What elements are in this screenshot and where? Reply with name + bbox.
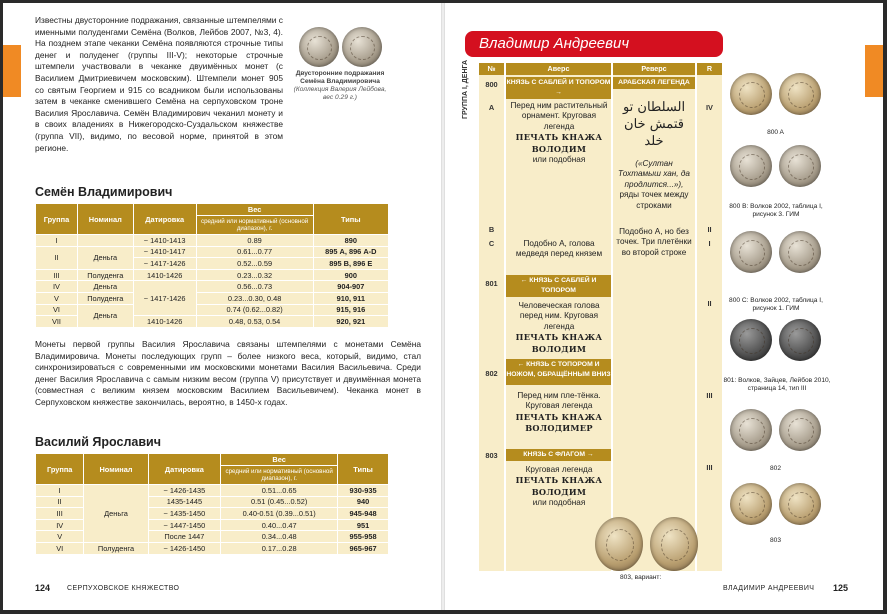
page-number-left: 124 — [35, 583, 51, 593]
table-row: I ~ 1410-1413 0.89 890 — [36, 235, 389, 247]
coin-image-800b-obv — [730, 145, 772, 187]
vertical-group-label: ГРУППА I, ДЕНГА — [462, 59, 469, 119]
col-rarity: R — [697, 63, 722, 75]
row-800c: C — [488, 239, 495, 248]
row-800: 800 — [485, 80, 498, 89]
table-row: III ~ 1435-1450 0.40-0.51 (0.39...0.51) 945-948 — [36, 508, 389, 520]
table-row: V После 1447 0.34...0.48 955-958 — [36, 531, 389, 543]
th-weight: Вес — [196, 204, 313, 216]
obverse-803: Круговая легенда ПЕЧАТЬ КНАЖА ВОЛОДИМ или подобная — [515, 465, 603, 508]
coin-image-802-obv — [730, 409, 772, 451]
right-thumb-tab — [865, 45, 883, 97]
bar-800-reverse: АРАБСКАЯ ЛЕГЕНДА — [613, 77, 695, 89]
table-vasily: Группа Номинал Датировка Вес Типы средний или нормативный (основной диапазон), г. I Деньга ~ 1426-1435 0.51...0.65 930-935 II 1435-1445 0.51 (0.45...0.52) 940 III ~ 1435-1450 0.40-0.51 (0.39...0.51) 945-948 IV ~ 1447-1450 0.40...0.47 951 V После 1447 0.34...0.48 955-958 VI Полуденга ~ 1426-1450 0.17...0.28 965-967 — [35, 453, 389, 555]
caption-803-variant: 803, вариант: — [620, 574, 662, 581]
coin-image-800b-rev — [779, 145, 821, 187]
table-row: III Полуденга 1410-1426 0.23...0.32 900 — [36, 269, 389, 281]
book-gutter — [441, 3, 445, 610]
coin-image-802-rev — [779, 409, 821, 451]
coin-type-table — [479, 63, 722, 571]
table-row: IV ~ 1447-1450 0.40...0.47 951 — [36, 519, 389, 531]
col-reverse: Реверс — [613, 63, 695, 75]
row-801: 801 — [485, 279, 498, 288]
mid-text: Монеты первой группы Василия Ярославича связаны штемпелями с монетами Семёна Владимировича. Монеты последующих групп – более низкого веса, который, видимо, стал синхронизироваться с современными им московскими монетами Василия Васильевича. Среди денег Василия Ярославича с самым низким весом (группа V) присутствует и двуимённая монета (совместная с великим князем московским Василием Васильевичем). Чеканка монет в Серпуховском княжестве закончилась, вероятно, в 1450-х годах. — [35, 339, 421, 407]
caption-801: 801: Волков, Зайцев, Лейбов 2010, страница 14, тип III — [723, 377, 831, 392]
coin-image-obverse — [299, 27, 339, 67]
coin-image-803-rev — [779, 483, 821, 525]
th-dating: Датировка — [133, 204, 196, 235]
obverse-800a: Перед ним растительный орнамент. Круговая легенда ПЕЧАТЬ КНАЖА ВОЛОДИМ или подобная — [510, 101, 608, 165]
coin-image-803-variant-obv — [595, 517, 643, 571]
section-title-semyon: Семён Владимирович — [35, 185, 173, 199]
table-row: V Полуденга 0.23...0.30, 0.48 910, 911 — [36, 292, 389, 304]
coin-caption-note: (Коллекция Валерия Лейбова, вес 0.29 г.) — [293, 86, 387, 101]
coin-image-803-variant-rev — [650, 517, 698, 571]
coin-caption: Двусторонние подражания Семёна Владимировича — [295, 70, 385, 85]
table-row: VII 1410-1426 0.48, 0.53, 0.54 920, 921 — [36, 316, 389, 328]
rarity-801: II — [707, 299, 712, 308]
left-thumb-tab — [3, 45, 21, 97]
rarity-800b: II — [707, 225, 712, 234]
bar-802: ← КНЯЗЬ С ТОПОРОМ И НОЖОМ, ОБРАЩЁННЫМ ВНИЗ — [506, 359, 611, 385]
rarity-800c: I — [708, 239, 711, 248]
table-semyon — [35, 203, 389, 328]
caption-803: 803 — [769, 537, 781, 544]
intro-text: Известны двусторонние подражания, связанные штемпелями с именными полуденгами Семёна (Волков, Лейбов 2007, №3, 4). На позднем этапе чеканки Семёна появляются строчные типы денег и полуденег (группы III-V); некоторые строчные штемпели участвовали в чеканке двуимённых монет (с Василием Дмитриевичем московским). Штемпели монет 905 со святым Георгием и 915 со всадником были использованы затем в чеканке сменившего Семёна на серпуховском троне Василия Ярославича. Семён Владимирович чеканил монету и в своих владениях в Нижегородско-Суздальском княжестве (группа VII), видимо, по весовой норме, принятой в этом регионе. — [35, 15, 283, 153]
table-row: II Деньга ~ 1410-1417 0.61...0.77 895 А, 896 А-D — [36, 246, 389, 258]
coin-image-803-obv — [730, 483, 772, 525]
col-obverse: Аверс — [506, 63, 611, 75]
running-head-right: ВЛАДИМИР АНДРЕЕВИЧ — [723, 585, 815, 592]
caption-800c: 800 C: Волков 2002, таблица I, рисунок 1. ГИМ — [729, 297, 823, 312]
th-group: Группа — [36, 204, 78, 235]
obverse-802: Перед ним пле-тёнка. Круговая легенда ПЕЧАТЬ КНАЖА ВОЛОДИМЕР — [515, 391, 603, 434]
caption-800a: 800 A — [767, 129, 784, 136]
reverse-800a: («Султан Тохтамыш хан, да продлится...»), ряды точек между строками — [618, 159, 690, 210]
rarity-803: III — [706, 463, 713, 472]
th-denomination: Номинал — [77, 204, 133, 235]
coin-image-800a-rev — [779, 73, 821, 115]
obverse-800c: Подобно А, голова медведя перед князем — [515, 239, 603, 259]
coin-image-reverse — [342, 27, 382, 67]
section-title-vasily: Василий Ярославич — [35, 435, 161, 449]
bar-803: КНЯЗЬ С ФЛАГОМ → — [506, 449, 611, 461]
coin-image-801-obv — [730, 319, 772, 361]
reverse-800c: Подобно А, но без точек. Три плетёнки во второй строке — [616, 227, 692, 257]
bar-800-obverse: КНЯЗЬ С САБЛЕЙ И ТОПОРОМ → — [506, 77, 611, 99]
ruler-banner: Владимир Андреевич — [465, 31, 723, 57]
row-802: 802 — [485, 369, 498, 378]
table-row: IV Деньга ~ 1417-1426 0.56...0.73 904-907 — [36, 281, 389, 293]
running-head-left: СЕРПУХОВСКОЕ КНЯЖЕСТВО — [67, 585, 180, 592]
coin-image-800c-obv — [730, 231, 772, 273]
rarity-802: III — [706, 391, 713, 400]
table-row: I Деньга ~ 1426-1435 0.51...0.65 930-935 — [36, 485, 389, 497]
arabic-legend: السلطان تو قتمش خان خلد — [622, 100, 686, 149]
table-row: VI Деньга 0.74 (0.62...0.82) 915, 916 — [36, 304, 389, 316]
caption-800b: 800 B: Волков 2002, таблица I, рисунок 3. ГИМ — [729, 203, 823, 218]
col-number: № — [479, 63, 504, 75]
book-spread — [3, 3, 883, 610]
th-weight-sub: средний или нормативный (основной диапазон), г. — [196, 216, 313, 235]
coin-image-801-rev — [779, 319, 821, 361]
coin-illustration — [290, 27, 390, 102]
page-number-right: 125 — [833, 583, 849, 593]
caption-802: 802 — [769, 465, 781, 472]
row-800a: A — [488, 103, 495, 112]
obverse-801: Человеческая голова перед ним. Круговая легенда ПЕЧАТЬ КНАЖА ВОЛОДИМ — [515, 301, 603, 354]
th-types: Типы — [313, 204, 388, 235]
table-row: ~ 1417-1426 0.52...0.59 895 В, 896 Е — [36, 258, 389, 270]
coin-image-800a-obv — [730, 73, 772, 115]
rarity-800a: IV — [706, 103, 713, 112]
coin-image-800c-rev — [779, 231, 821, 273]
table-row: II 1435-1445 0.51 (0.45...0.52) 940 — [36, 496, 389, 508]
bar-801: ← КНЯЗЬ С САБЛЕЙ И ТОПОРОМ — [506, 275, 611, 297]
table-row: VI Полуденга ~ 1426-1450 0.17...0.28 965-967 — [36, 542, 389, 554]
row-803: 803 — [485, 451, 498, 460]
row-800b: B — [488, 225, 495, 234]
